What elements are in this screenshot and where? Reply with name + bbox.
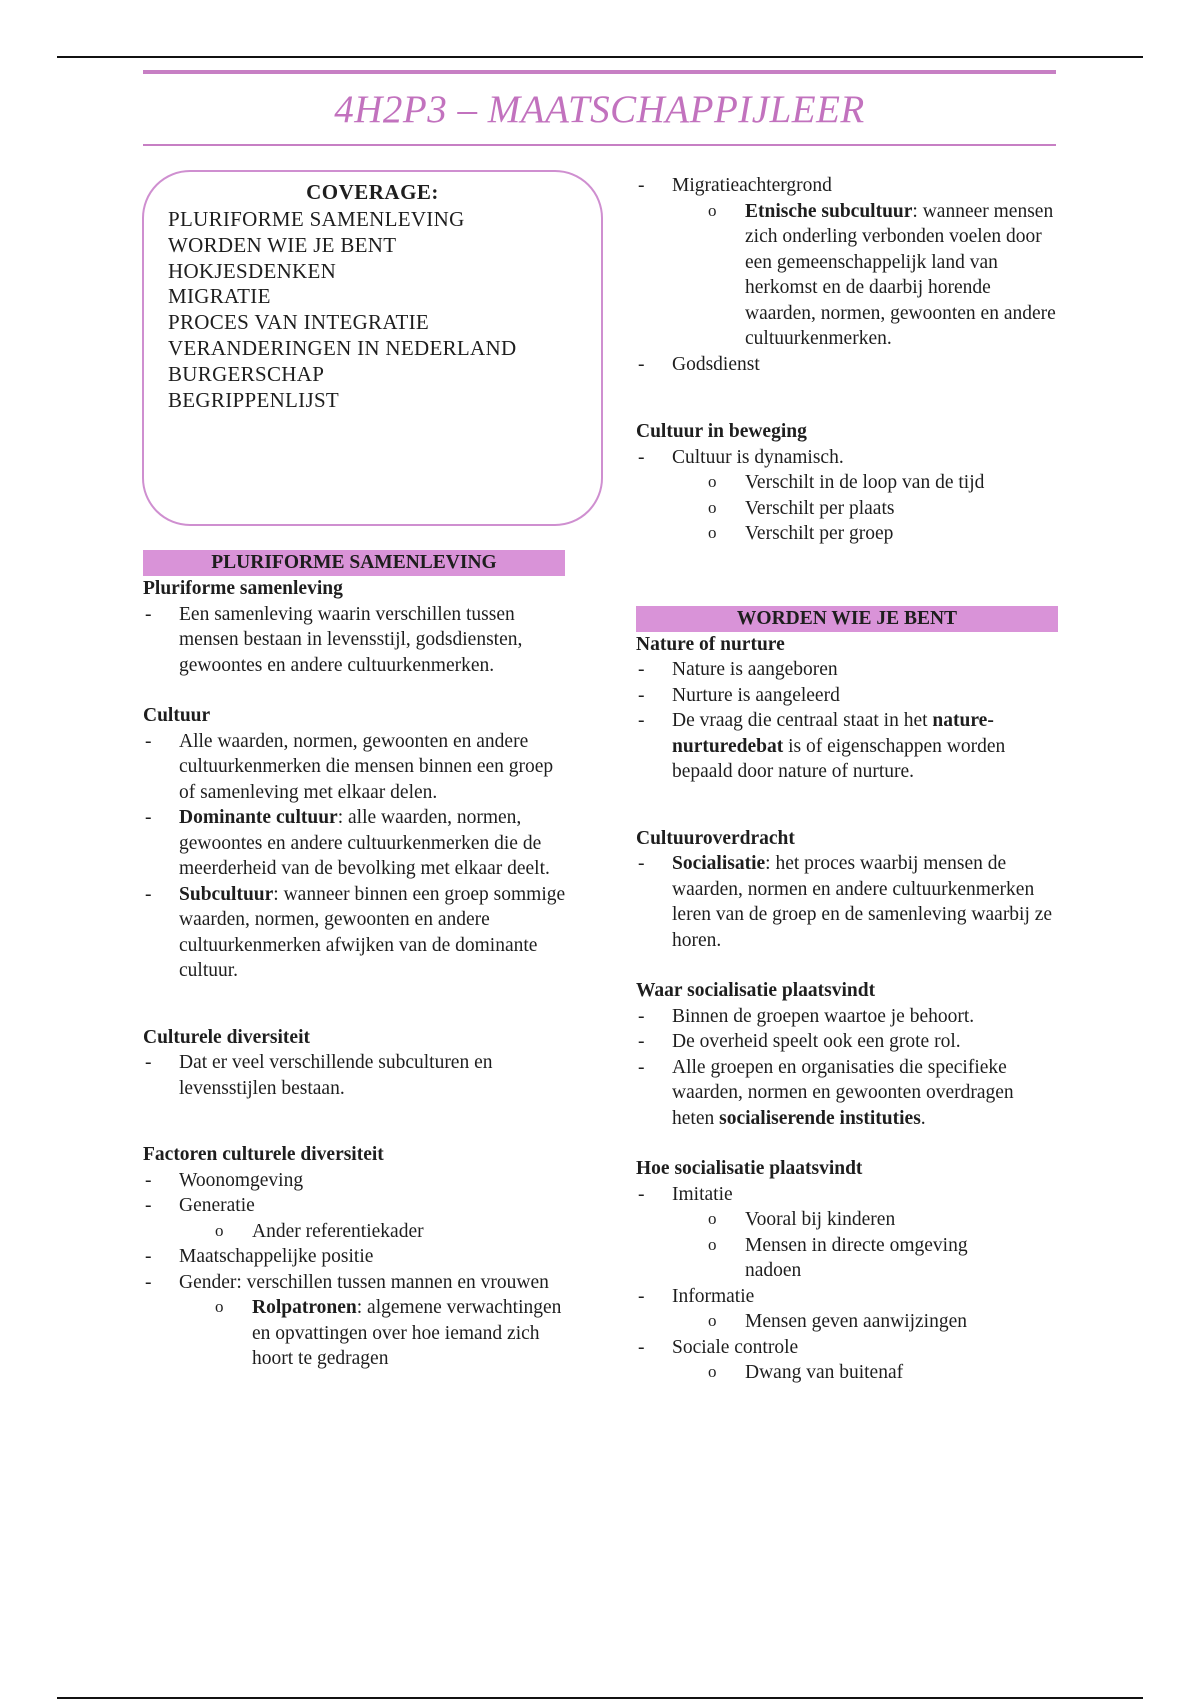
heading-factoren: Factoren culturele diversiteit bbox=[143, 1144, 384, 1165]
definition: : wanneer binnen een groep sommige waarden, normen, gewoonten en andere cultuurkenmerken afwijken van de dominante cultuur. bbox=[179, 883, 566, 981]
page-bottom-rule bbox=[57, 1697, 1143, 1699]
sub-item: o Verschilt in de loop van de tijd bbox=[636, 470, 1058, 496]
list-item bbox=[636, 1055, 1058, 1132]
list-item: - Een samenleving waarin verschillen tussen mensen bestaan in levensstijl, godsdiensten, gewoontes en andere cultuurkenmerken. bbox=[143, 602, 568, 679]
list-item: - Binnen de groepen waartoe je behoort. bbox=[636, 1004, 1058, 1030]
heading-overdracht: Cultuuroverdracht bbox=[636, 827, 795, 849]
term: Etnische subcultuur bbox=[745, 200, 913, 222]
list-item bbox=[143, 805, 568, 882]
coverage-item: PROCES VAN INTEGRATIE bbox=[168, 310, 430, 335]
section-band-pluriforme: PLURIFORME SAMENLEVING bbox=[143, 550, 565, 576]
heading-cultuur: Cultuur bbox=[143, 705, 211, 726]
list-item: - Nurture is aangeleerd bbox=[636, 683, 1058, 709]
list-item: - Generatie bbox=[143, 1193, 568, 1219]
heading-hoe: Hoe socialisatie plaatsvindt bbox=[636, 1158, 863, 1179]
list-item: - Alle waarden, normen, gewoonten en andere cultuurkenmerken die mensen binnen een groep of samenleving met elkaar delen. bbox=[143, 729, 568, 806]
term: nature-nurturedebat bbox=[672, 710, 994, 757]
heading-diversiteit: Culturele diversiteit bbox=[143, 1026, 310, 1048]
list-item: - Cultuur is dynamisch. bbox=[636, 445, 1058, 471]
list-item: - Nature is aangeboren bbox=[636, 657, 1058, 683]
text: . bbox=[920, 1107, 926, 1129]
sub-item bbox=[143, 1295, 568, 1372]
sub-item: o Verschilt per plaats bbox=[636, 496, 1058, 522]
list-item: - Migratieachtergrond bbox=[636, 173, 1058, 199]
list-item: - Gender: verschillen tussen mannen en vrouwen bbox=[143, 1270, 568, 1296]
sub-item: o Ander referentiekader bbox=[143, 1219, 568, 1245]
list-item: - De overheid speelt ook een grote rol. bbox=[636, 1029, 1058, 1055]
list-item bbox=[143, 882, 568, 984]
text: is of eigenschappen worden bepaald door nature of nurture. bbox=[672, 735, 1006, 782]
sub-item: o Mensen geven aanwijzingen bbox=[636, 1309, 1058, 1335]
coverage-item: HOKJESDENKEN bbox=[168, 258, 337, 283]
definition: : wanneer mensen zich onderling verbonden voelen door een gemeenschappelijk land van herkomst en de daarbij horende waarden, normen, gewoonten en andere cultuurkenmerken. bbox=[745, 200, 1056, 349]
definition: : het proces waarbij mensen de waarden, normen en andere cultuurkenmerken leren van de groep en de samenleving waarbij ze horen. bbox=[672, 853, 1053, 951]
sub-item: o Dwang van buitenaf bbox=[636, 1360, 1058, 1386]
list-item: - Dat er veel verschillende subculturen en levensstijlen bestaan. bbox=[143, 1050, 568, 1101]
list-item bbox=[636, 708, 1058, 785]
sub-item: o Verschilt per groep bbox=[636, 521, 1058, 547]
term: Socialisatie bbox=[672, 853, 766, 874]
coverage-item: PLURIFORME SAMENLEVING bbox=[168, 207, 465, 231]
list-item bbox=[636, 851, 1058, 953]
list-item: - Sociale controle bbox=[636, 1335, 1058, 1361]
list-item: - Informatie bbox=[636, 1284, 1058, 1310]
page-title: 4H2P3 – MAATSCHAPPIJLEER bbox=[334, 88, 865, 131]
sub-item: o Vooral bij kinderen bbox=[636, 1207, 1058, 1233]
term: Rolpatronen bbox=[252, 1297, 357, 1318]
title-block bbox=[143, 70, 1056, 146]
sub-item: o Mensen in directe omgeving nadoen bbox=[636, 1233, 1005, 1284]
definition: : alle waarden, normen, gewoontes en andere cultuurkenmerken die de meerderheid van de bevolking met elkaar deelt. bbox=[179, 807, 550, 879]
title-bottom-line bbox=[143, 144, 1056, 146]
text: De vraag die centraal staat in het bbox=[672, 710, 933, 731]
heading-pluriforme: Pluriforme samenleving bbox=[143, 578, 343, 599]
definition: : algemene verwachtingen en opvattingen over hoe iemand zich hoort te gedragen bbox=[252, 1297, 562, 1369]
coverage-item: VERANDERINGEN IN NEDERLAND bbox=[168, 335, 517, 360]
right-column bbox=[636, 173, 1058, 1386]
heading-waar: Waar socialisatie plaatsvindt bbox=[636, 980, 876, 1001]
coverage-item: MIGRATIE bbox=[168, 284, 271, 309]
term: Subcultuur bbox=[179, 883, 274, 905]
list-item: - Maatschappelijke positie bbox=[143, 1244, 568, 1270]
list-item: - Godsdienst bbox=[636, 352, 1058, 378]
text: Alle groepen en organisaties die specifieke waarden, normen en gewoonten overdragen heten bbox=[672, 1056, 1014, 1129]
coverage-list bbox=[168, 207, 516, 413]
coverage-box bbox=[142, 170, 603, 526]
list-item: - Imitatie bbox=[636, 1182, 1058, 1208]
coverage-item: BURGERSCHAP bbox=[168, 361, 325, 386]
term: Dominante cultuur bbox=[179, 807, 338, 828]
heading-beweging: Cultuur in beweging bbox=[636, 421, 807, 442]
coverage-heading: COVERAGE: bbox=[306, 180, 439, 204]
list-item: - Woonomgeving bbox=[143, 1168, 568, 1194]
heading-nature: Nature of nurture bbox=[636, 633, 785, 655]
sub-item bbox=[636, 199, 1058, 352]
coverage-item: BEGRIPPENLIJST bbox=[168, 387, 340, 412]
term: socialiserende instituties bbox=[719, 1107, 921, 1129]
coverage-item: WORDEN WIE JE BENT bbox=[168, 232, 397, 257]
title-top-line bbox=[143, 70, 1056, 74]
left-column bbox=[143, 550, 568, 1372]
page-top-rule bbox=[57, 56, 1143, 58]
section-band-worden: WORDEN WIE JE BENT bbox=[636, 606, 1058, 632]
